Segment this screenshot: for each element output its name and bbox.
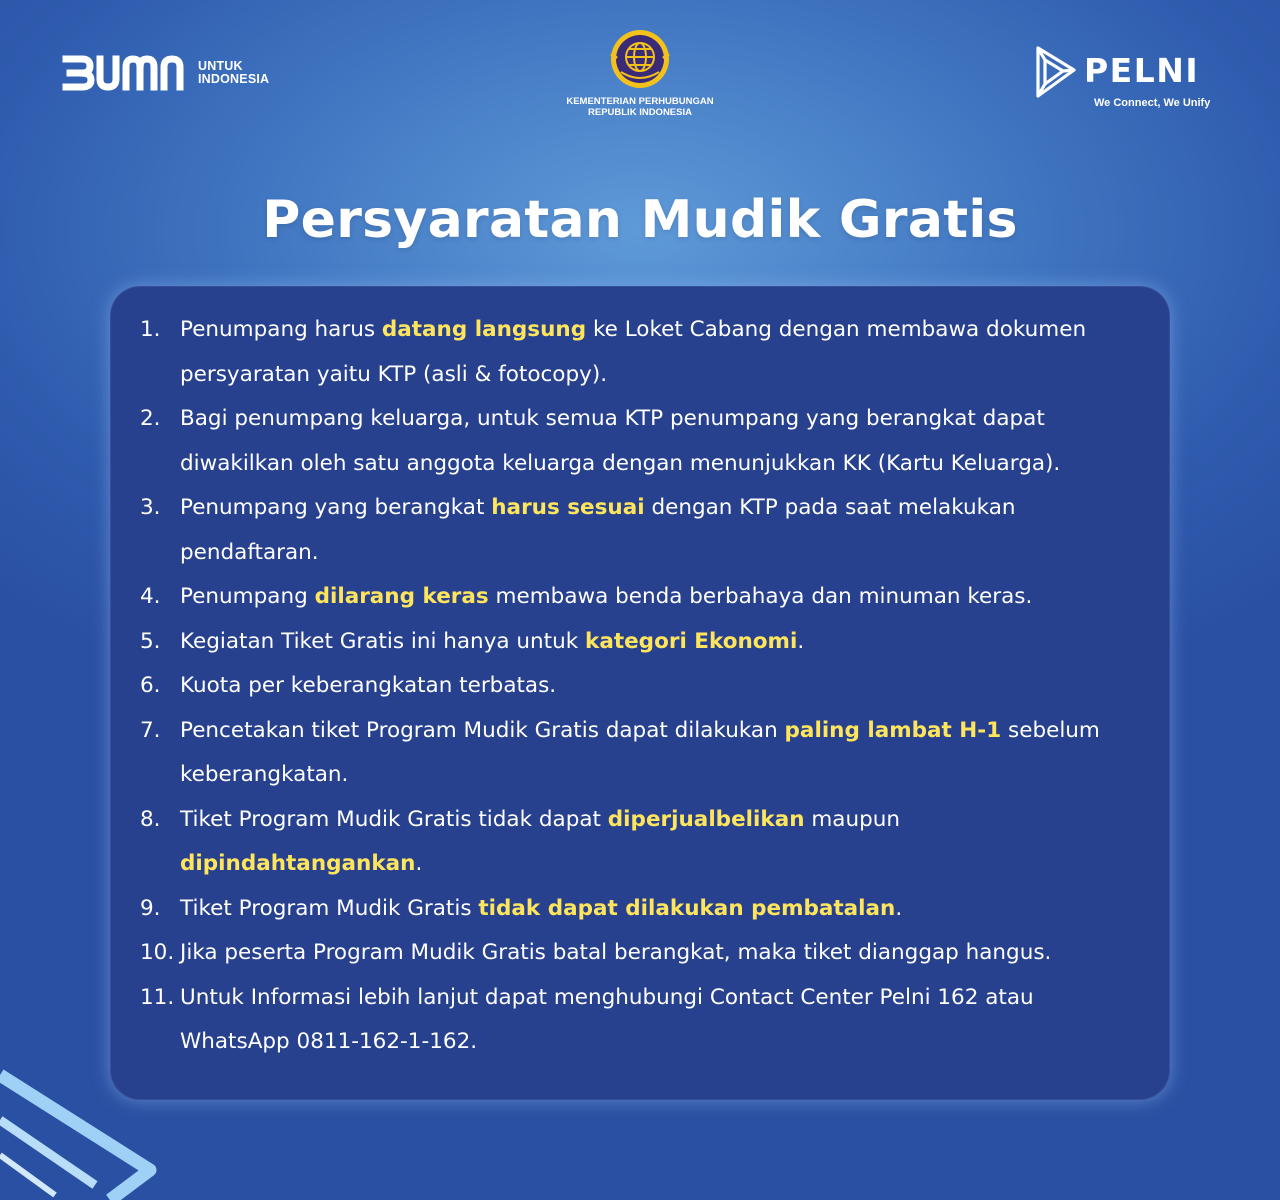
requirement-item — [140, 709, 1140, 798]
highlighted-phrase: datang langsung — [381, 317, 587, 342]
requirement-text-segment: maupun — [804, 806, 900, 832]
requirement-text-segment: dengan KTP pada saat melakukan pendaftaran. — [180, 495, 1016, 565]
requirement-text-segment: . — [895, 895, 903, 921]
requirement-text-segment: Penumpang harus — [180, 317, 382, 342]
requirement-text — [180, 931, 1140, 976]
requirement-text-segment: ke Loket Cabang dengan membawa dokumen persyaratan yaitu KTP (asli & fotocopy). — [180, 317, 1087, 387]
requirement-text-segment: Tiket Program Mudik Gratis tidak dapat — [180, 806, 608, 832]
requirement-item — [140, 620, 1140, 665]
requirement-text-segment: Pencetakan tiket Program Mudik Gratis dapat dilakukan — [180, 717, 785, 743]
requirement-text — [180, 798, 1140, 887]
requirement-number: 11. — [140, 984, 175, 1010]
pelni-logo — [1034, 44, 1224, 109]
bumn-logo-mark — [62, 55, 192, 91]
highlighted-phrase: paling lambat H-1 — [784, 717, 1002, 743]
requirement-text — [180, 486, 1140, 575]
requirement-item — [140, 397, 1140, 486]
requirement-item — [140, 664, 1140, 709]
requirements-list — [140, 308, 1140, 1065]
requirement-text — [180, 709, 1140, 798]
ministry-emblem-icon — [609, 28, 671, 90]
highlighted-phrase: dipindahtangankan — [180, 851, 416, 876]
requirement-text-segment: . — [797, 628, 805, 654]
requirement-text-segment: Kuota per keberangkatan terbatas. — [180, 673, 557, 698]
requirement-item — [140, 486, 1140, 575]
requirement-text — [180, 397, 1140, 486]
requirement-number: 9. — [140, 895, 161, 921]
requirement-number: 7. — [140, 717, 161, 743]
kemenhub-name: KEMENTERIAN PERHUBUNGAN REPUBLIK INDONESIA — [566, 96, 714, 118]
highlighted-phrase: kategori Ekonomi — [585, 628, 798, 654]
requirement-text — [180, 575, 1140, 620]
requirement-text-segment: Untuk Informasi lebih lanjut dapat menghubungi Contact Center Pelni 162 atau WhatsApp 0811-162-1-162. — [180, 984, 1034, 1054]
requirements-card — [110, 286, 1170, 1100]
requirement-text — [180, 976, 1140, 1065]
requirement-number: 5. — [140, 628, 161, 654]
requirement-text — [180, 887, 1140, 932]
pelni-logo-mark — [1034, 44, 1078, 100]
requirement-text — [180, 664, 1140, 709]
requirement-text-segment: Penumpang — [180, 584, 315, 609]
requirement-text-segment: Bagi penumpang keluarga, untuk semua KTP penumpang yang berangkat dapat diwakilkan oleh satu anggota keluarga dengan menunjukkan KK (Kartu Keluarga). — [180, 406, 1061, 476]
requirement-text-segment: membawa benda berbahaya dan minuman keras. — [488, 584, 1033, 609]
requirement-item — [140, 931, 1140, 976]
page-title: Persyaratan Mudik Gratis — [262, 190, 1018, 250]
requirement-text — [180, 620, 1140, 665]
requirement-text-segment: Penumpang yang berangkat — [180, 495, 492, 520]
requirement-text-segment: . — [415, 851, 423, 876]
requirement-number: 2. — [140, 406, 161, 431]
bumn-subtitle: UNTUK INDONESIA — [198, 59, 270, 86]
highlighted-phrase: harus sesuai — [491, 495, 645, 520]
requirement-item — [140, 575, 1140, 620]
requirement-number: 1. — [140, 317, 161, 342]
highlighted-phrase: dilarang keras — [314, 584, 489, 609]
pelni-tagline: We Connect, We Unify — [1094, 97, 1211, 109]
pelni-wordmark: PELNI — [1084, 50, 1200, 90]
requirement-number: 3. — [140, 495, 161, 520]
bumn-logo — [62, 55, 269, 91]
requirement-item — [140, 308, 1140, 397]
highlighted-phrase: tidak dapat dilakukan pembatalan — [478, 895, 896, 921]
requirement-number: 10. — [140, 940, 175, 965]
requirement-number: 6. — [140, 673, 161, 698]
requirement-number: 8. — [140, 806, 161, 832]
requirement-text-segment: sebelum keberangkatan. — [180, 717, 1100, 787]
requirement-item — [140, 976, 1140, 1065]
requirement-text-segment: Jika peserta Program Mudik Gratis batal berangkat, maka tiket dianggap hangus. — [180, 940, 1052, 965]
requirement-text — [180, 308, 1140, 397]
requirement-text-segment: Tiket Program Mudik Gratis — [180, 895, 479, 921]
requirement-item — [140, 798, 1140, 887]
highlighted-phrase: diperjualbelikan — [607, 806, 805, 832]
kemenhub-logo — [540, 28, 740, 118]
requirement-number: 4. — [140, 584, 161, 609]
requirement-item — [140, 887, 1140, 932]
requirement-text-segment: Kegiatan Tiket Gratis ini hanya untuk — [180, 628, 586, 654]
